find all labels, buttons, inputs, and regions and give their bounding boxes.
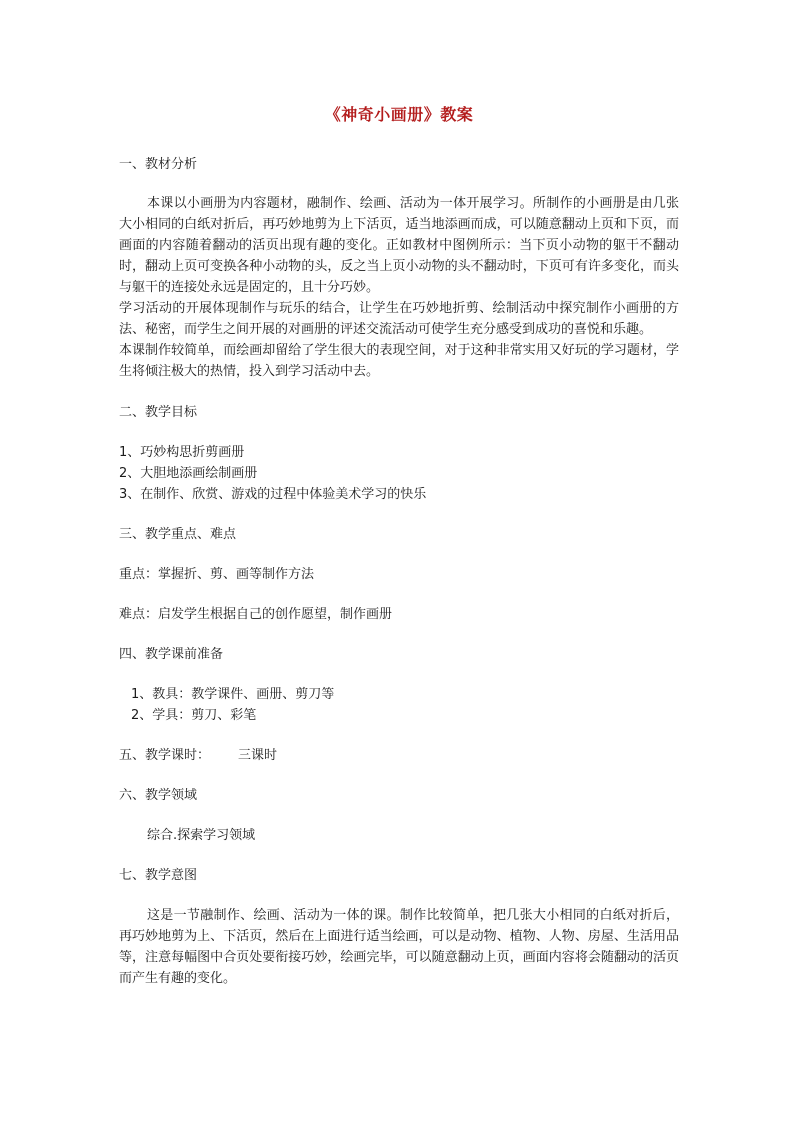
- preparation-item-teaching-tools: 1、教具：教学课件、画册、剪刀等: [131, 687, 335, 702]
- section-heading-teaching-goals: 二、教学目标: [119, 405, 198, 420]
- section-heading-teaching-intent: 七、教学意图: [119, 868, 198, 883]
- materials-analysis-paragraph-2: 学习活动的开展体现制作与玩乐的结合，让学生在巧妙地折剪、绘制活动中探究制作小画册的方法、秘密，而学生之间开展的对画册的评述交流活动可使学生充分感受到成功的喜悦和乐趣。: [119, 301, 679, 337]
- difficult-point-text: 难点：启发学生根据自己的创作愿望，制作画册: [119, 607, 393, 622]
- class-hours-value: 三课时: [238, 748, 278, 763]
- class-hours-label: 五、教学课时：: [119, 748, 211, 763]
- preparation-item-student-tools: 2、学具：剪刀、彩笔: [131, 708, 257, 723]
- section-heading-materials-analysis: 一、教材分析: [119, 157, 198, 172]
- section-heading-teaching-domain: 六、教学领域: [119, 788, 198, 803]
- key-point-text: 重点：掌握折、剪、画等制作方法: [119, 567, 315, 582]
- materials-analysis-paragraph-3: 本课制作较简单，而绘画却留给了学生很大的表现空间，对于这种非常实用又好玩的学习题材，学生将倾注极大的热情，投入到学习活动中去。: [119, 343, 679, 379]
- section-heading-class-hours: [119, 745, 679, 766]
- teaching-goal-item-2: 2、大胆地添画绘制画册: [119, 466, 258, 481]
- section-heading-preparation: 四、教学课前准备: [119, 647, 224, 662]
- teaching-intent-paragraph: 这是一节融制作、绘画、活动为一体的课。制作比较简单，把几张大小相同的白纸对折后，再巧妙地剪为上、下活页，然后在上面进行适当绘画，可以是动物、植物、人物、房屋、生活用品等，注意每幅图中合页处要衔接巧妙，绘画完毕，可以随意翻动上页，画面内容将会随翻动的活页而产生有趣的变化。: [119, 908, 679, 986]
- materials-analysis-paragraph-1: 本课以小画册为内容题材，融制作、绘画、活动为一体开展学习。所制作的小画册是由几张大小相同的白纸对折后，再巧妙地剪为上下活页，适当地添画而成，可以随意翻动上页和下页，而画面的内容随着翻动的活页出现有趣的变化。正如教材中图例所示：当下页小动物的躯干不翻动时，翻动上页可变换各种小动物的头，反之当上页小动物的头不翻动时，下页可有许多变化，而头与躯干的连接处永远是固定的，且十分巧妙。: [119, 196, 679, 295]
- document-page: [119, 104, 679, 989]
- document-title: 《神奇小画册》教案: [324, 105, 474, 124]
- teaching-goal-item-3: 3、在制作、欣赏、游戏的过程中体验美术学习的快乐: [119, 487, 427, 502]
- section-heading-key-difficult-points: 三、教学重点、难点: [119, 527, 237, 542]
- teaching-goal-item-1: 1、巧妙构思折剪画册: [119, 445, 245, 460]
- teaching-domain-value: 综合.探索学习领域: [147, 828, 256, 843]
